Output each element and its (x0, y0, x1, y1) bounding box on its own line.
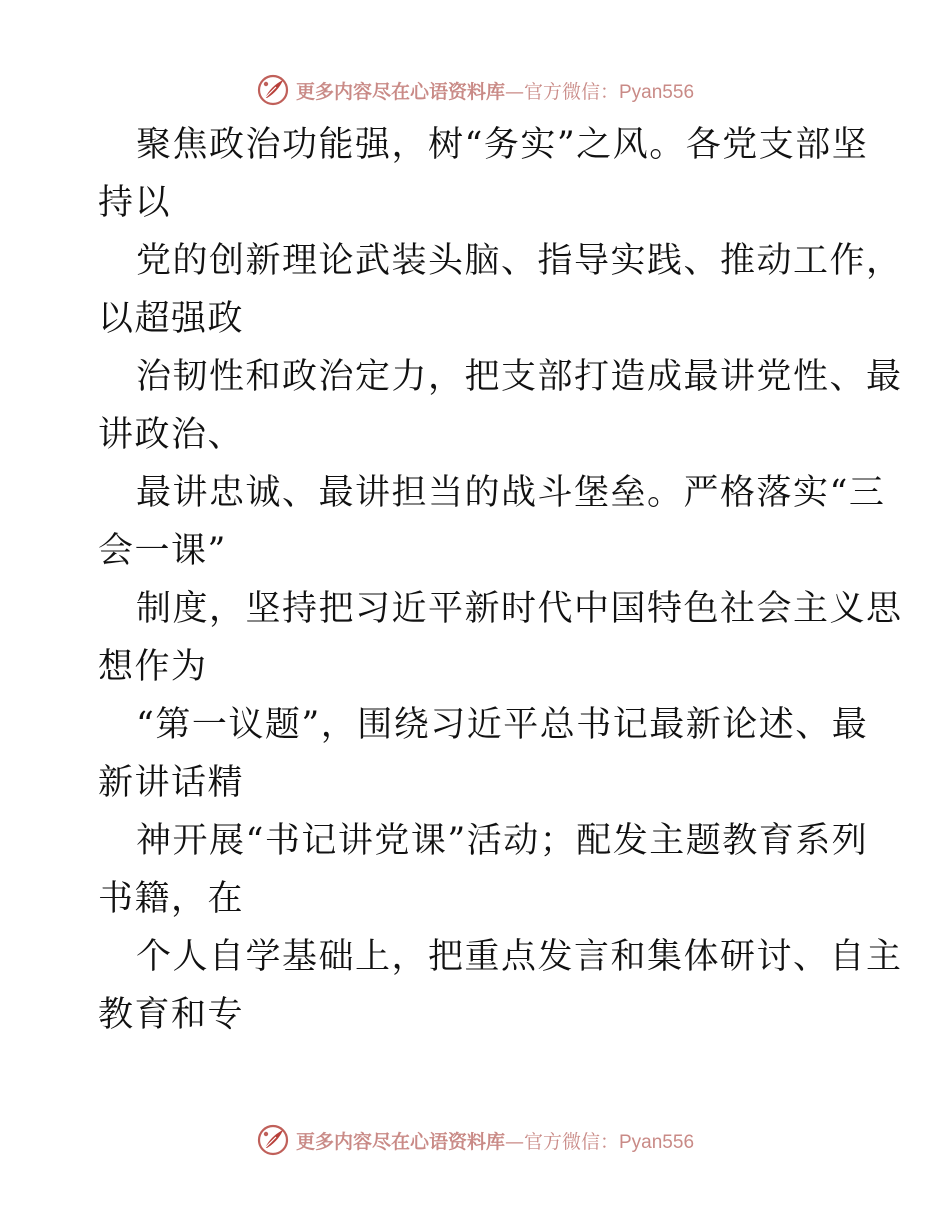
line-first-part: “第一议题”，围绕习近平总书记最新论述、最 (136, 705, 869, 745)
watermark-wechat-id: Pyan556 (619, 81, 695, 103)
line-wrapped-part: 以超强政 (98, 299, 245, 339)
line-first-part: 制度，坚持把习近平新时代中国特色社会主义思 (136, 589, 903, 629)
watermark-wechat-label: 官方微信： (523, 1130, 619, 1153)
watermark-brand: 更多内容尽在心语资料库 (295, 1130, 505, 1153)
paragraph-line (98, 464, 886, 580)
watermark-wechat-label: 官方微信： (523, 80, 619, 103)
line-first-part: 个人自学基础上，把重点发言和集体研讨、自主 (136, 937, 903, 977)
line-first-part: 聚焦政治功能强，树“务实”之风。各党支部坚 (136, 125, 869, 165)
paragraph-line (98, 116, 869, 232)
watermark-separator: — (504, 1130, 524, 1153)
paragraph-line (98, 232, 903, 348)
line-first-part: 党的创新理论武装头脑、指导实践、推动工作， (136, 241, 903, 281)
line-first-part: 治韧性和政治定力，把支部打造成最讲党性、最 (136, 357, 903, 397)
line-first-part: 最讲忠诚、最讲担当的战斗堡垒。严格落实“三 (136, 473, 886, 513)
paragraph-line (98, 348, 903, 464)
line-wrapped-part: 讲政治、 (98, 415, 245, 455)
line-wrapped-part: 会一课” (98, 531, 227, 571)
feather-pen-logo-icon (256, 73, 290, 107)
footer-watermark (0, 1120, 950, 1160)
document-body (98, 116, 903, 1044)
line-wrapped-part: 持以 (98, 183, 172, 223)
paragraph-line (98, 812, 869, 928)
paragraph-line (98, 928, 903, 1044)
paragraph-line (98, 580, 903, 696)
watermark-separator: — (504, 80, 524, 103)
watermark-text (296, 1127, 694, 1154)
line-first-part: 神开展“书记讲党课”活动；配发主题教育系列 (136, 821, 869, 861)
line-wrapped-part: 想作为 (98, 647, 208, 687)
header-watermark (0, 70, 950, 110)
feather-pen-logo-icon (256, 1123, 290, 1157)
watermark-wechat-id: Pyan556 (619, 1131, 695, 1153)
line-wrapped-part: 教育和专 (98, 995, 245, 1035)
watermark-brand: 更多内容尽在心语资料库 (295, 80, 505, 103)
line-wrapped-part: 新讲话精 (98, 763, 245, 803)
paragraph-line (98, 696, 869, 812)
line-wrapped-part: 书籍，在 (98, 879, 245, 919)
watermark-text (296, 77, 694, 104)
